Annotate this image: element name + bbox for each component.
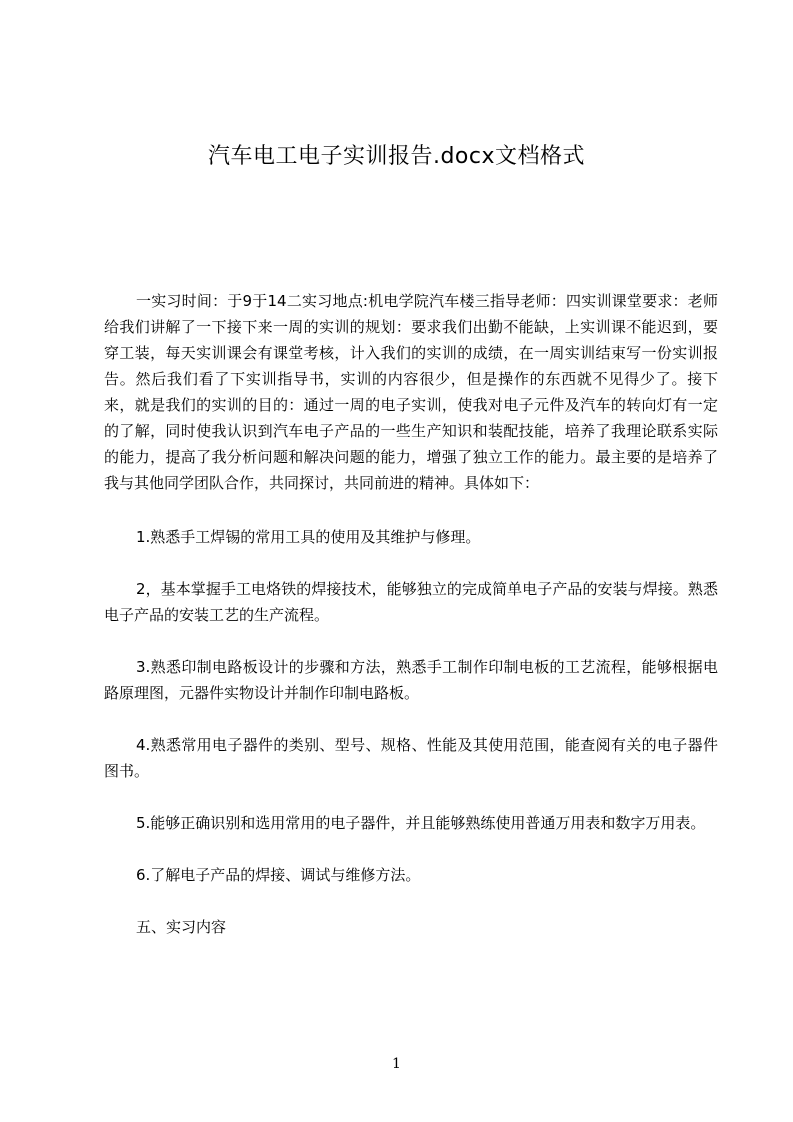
list-item: 4.熟悉常用电子器件的类别、型号、规格、性能及其使用范围，能查阅有关的电子器件图书。: [104, 736, 718, 780]
list-item: 3.熟悉印制电路板设计的步骤和方法，熟悉手工制作印制电板的工艺流程，能够根据电路原理图，元器件实物设计并制作印制电路板。: [104, 658, 718, 702]
document-title: 汽车电工电子实训报告.docx文档格式: [207, 144, 586, 169]
document-body: [104, 288, 718, 940]
list-item: 6.了解电子产品的焊接、调试与维修方法。: [136, 866, 421, 884]
list-item: 5.能够正确识别和选用常用的电子器件，并且能够熟练使用普通万用表和数字万用表。: [136, 814, 706, 832]
section-heading: 五、实习内容: [136, 918, 227, 936]
list-item: 1.熟悉手工焊锡的常用工具的使用及其维护与修理。: [136, 528, 481, 546]
intro-paragraph: 一实习时间：于9于14二实习地点:机电学院汽车楼三指导老师：四实训课堂要求：老师给我们讲解了一下接下来一周的实训的规划：要求我们出勤不能缺，上实训课不能迟到，要穿工装，每天实训课会有课堂考核，计入我们的实训的成绩，在一周实训结束写一份实训报告。然后我们看了下实训指导书，实训的内容很少，但是操作的东西就不见得少了。接下来，就是我们的实训的目的：通过一周的电子实训，使我对电子元件及汽车的转向灯有一定的了解，同时使我认识到汽车电子产品的一些生产知识和装配技能，培养了我理论联系实际的能力，提高了我分析问题和解决问题的能力，增强了独立工作的能力。最主要的是培养了我与其他同学团队合作，共同探讨，共同前进的精神。具体如下：: [104, 292, 718, 492]
list-item: 2，基本掌握手工电烙铁的焊接技术，能够独立的完成简单电子产品的安装与焊接。熟悉电子产品的安装工艺的生产流程。: [104, 580, 718, 624]
page-number: 1: [392, 1056, 401, 1072]
